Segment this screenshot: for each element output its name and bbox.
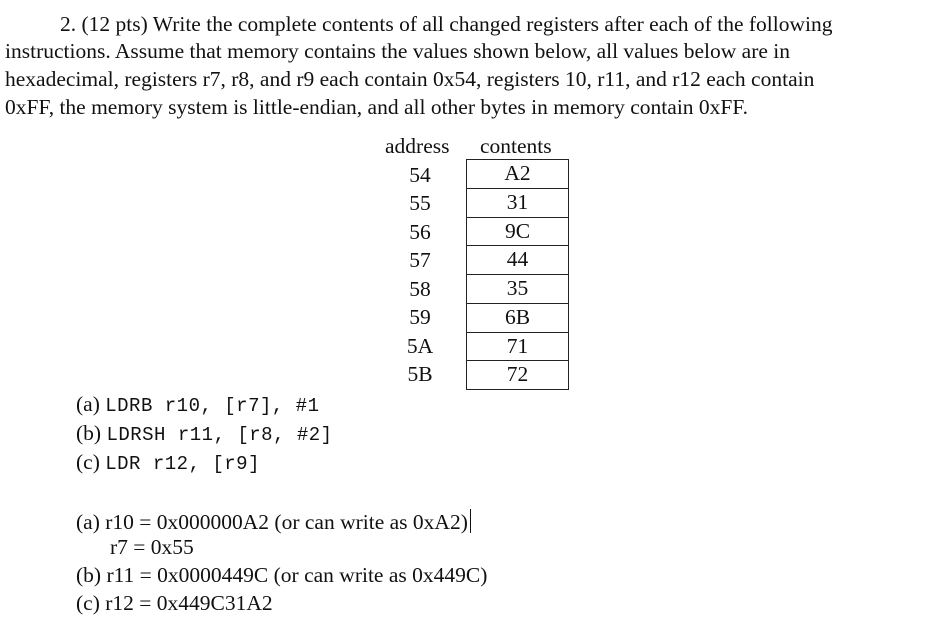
answer-line: r7 = 0x55 — [110, 535, 194, 559]
instruction-item — [76, 452, 260, 474]
text-cursor — [470, 509, 471, 533]
answer-line: (c) r12 = 0x449C31A2 — [76, 591, 273, 615]
contents-table — [466, 159, 569, 390]
address-cell: 55 — [409, 191, 431, 215]
address-cell: 54 — [409, 163, 431, 187]
address-cell: 5A — [406, 334, 434, 358]
instruction-item — [76, 423, 333, 445]
address-cell: 5B — [407, 362, 433, 386]
table-row — [467, 303, 569, 332]
question-line: 0xFF, the memory system is little-endian, and all other bytes in memory contain 0xFF. — [5, 95, 748, 119]
table-row — [467, 332, 569, 361]
contents-cell: 9C — [467, 217, 569, 246]
contents-column-header: contents — [480, 134, 552, 158]
contents-cell: 6B — [467, 303, 569, 332]
instruction-tag: (a) — [76, 392, 100, 416]
table-row — [467, 246, 569, 275]
contents-cell: 35 — [467, 275, 569, 304]
answer-text: (a) r10 = 0x000000A2 (or can write as 0xA2) — [76, 510, 468, 534]
instruction-tag: (c) — [76, 450, 100, 474]
instruction-code: LDRB r10, [r7], #1 — [105, 395, 320, 417]
table-row — [467, 160, 569, 189]
table-row — [467, 188, 569, 217]
address-cell: 58 — [409, 277, 431, 301]
instruction-tag: (b) — [76, 421, 102, 445]
table-row — [467, 361, 569, 390]
contents-cell: 44 — [467, 246, 569, 275]
instruction-code: LDRSH r11, [r8, #2] — [106, 424, 333, 446]
instruction-item — [76, 394, 319, 416]
address-cell: 59 — [409, 305, 431, 329]
address-cell: 56 — [409, 220, 431, 244]
contents-cell: 71 — [467, 332, 569, 361]
question-line: 2. (12 pts) Write the complete contents of all changed registers after each of the following — [60, 12, 833, 36]
table-row — [467, 275, 569, 304]
address-cell: 57 — [409, 248, 431, 272]
contents-cell: 72 — [467, 361, 569, 390]
answer-line — [76, 509, 471, 534]
contents-cell: A2 — [467, 160, 569, 189]
table-row — [467, 217, 569, 246]
contents-cell: 31 — [467, 188, 569, 217]
instruction-code: LDR r12, [r9] — [105, 453, 260, 475]
question-line: hexadecimal, registers r7, r8, and r9 each contain 0x54, registers 10, r11, and r12 each contain — [5, 67, 815, 91]
address-column-header: address — [385, 134, 450, 158]
answer-line: (b) r11 = 0x0000449C (or can write as 0x449C) — [76, 563, 488, 587]
question-line: instructions. Assume that memory contains the values shown below, all values below are in — [5, 39, 790, 63]
